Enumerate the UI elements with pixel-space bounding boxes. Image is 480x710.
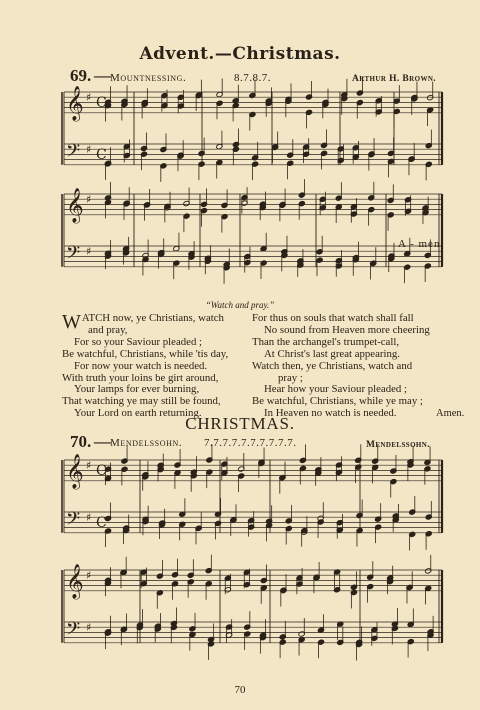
hymn-69-number: 69.	[70, 66, 92, 85]
hymn-69-dash: —	[94, 66, 111, 85]
hymn-69-verse-1	[62, 313, 228, 420]
page-header: Advent.—Christmas.	[139, 44, 341, 64]
dropcap: W	[62, 311, 81, 333]
svg-text:𝄞: 𝄞	[66, 564, 84, 599]
svg-text:𝄢: 𝄢	[66, 141, 81, 166]
svg-text:♯: ♯	[86, 511, 92, 524]
svg-text:𝄞: 𝄞	[66, 188, 84, 223]
verse-line: For now your watch is needed.	[74, 359, 208, 372]
hymn-70-title: CHRISTMAS.	[185, 414, 295, 433]
svg-text:♯: ♯	[86, 621, 92, 634]
verse-line: ATCH now, ye Christians, watch	[81, 312, 224, 324]
svg-text:C: C	[96, 147, 107, 163]
verse-line: With truth your loins be girt around,	[62, 371, 219, 384]
verse-line: Than the archangel's trumpet-call,	[252, 335, 400, 348]
svg-text:C: C	[96, 95, 107, 111]
svg-text:♯: ♯	[86, 569, 92, 582]
verse-line: Your lamps for ever burning,	[74, 383, 200, 396]
verse-line: Watch then, ye Christians, watch and	[252, 359, 413, 372]
svg-text:𝄢: 𝄢	[66, 619, 81, 644]
svg-text:𝄢: 𝄢	[66, 243, 81, 268]
hymn-69-meter: 8.7.8.7.	[234, 72, 271, 84]
hymn-69-amen-text: Amen.	[436, 408, 465, 419]
hymn-70-meter: 7.7.7.7.7.7.7.7.7.7.	[204, 437, 297, 449]
svg-text:♯: ♯	[86, 459, 92, 472]
verse-line: Your Lord on earth returning.	[74, 407, 202, 420]
hymn-70-composer: Mendelssohn.	[366, 440, 430, 450]
hymn-70-tune: Mendelssohn.	[110, 437, 183, 449]
verse-line: pray ;	[278, 371, 303, 384]
hymn-69-amen-music: A - men.	[398, 238, 445, 250]
hymn-69-caption: “Watch and pray.”	[205, 300, 275, 310]
verse-line: That watching ye may still be found,	[62, 395, 221, 408]
hymn-69-composer: Arthur H. Brown.	[352, 74, 437, 84]
svg-text:♯: ♯	[86, 143, 92, 156]
svg-text:C: C	[96, 463, 107, 479]
verse-line: Be watchful, Christians, while 'tis day,	[62, 347, 229, 360]
hymn-69-tune: Mountnessing.	[110, 72, 187, 84]
svg-text:𝄞: 𝄞	[66, 454, 84, 489]
verse-line: Be watchful, Christians, while ye may ;	[252, 395, 423, 408]
hymn-69-verse-2	[252, 313, 430, 420]
hymn-70-number: 70.	[70, 432, 92, 451]
svg-text:𝄞: 𝄞	[66, 86, 84, 121]
svg-text:♯: ♯	[86, 91, 92, 104]
verse-line: and pray,	[88, 323, 128, 336]
verse-line: No sound from Heaven more cheering	[264, 323, 430, 336]
verse-line: In Heaven no watch is needed.	[264, 407, 397, 420]
hymn-70-dash: —	[94, 432, 111, 451]
verse-line: For so your Saviour pleaded ;	[74, 335, 203, 348]
verse-line: For thus on souls that watch shall fall	[252, 312, 414, 324]
svg-text:♯: ♯	[86, 193, 92, 206]
page-number: 70	[234, 684, 246, 696]
svg-text:𝄢: 𝄢	[66, 509, 81, 534]
svg-text:♯: ♯	[86, 245, 92, 258]
svg-text:C: C	[96, 515, 107, 531]
verse-line: Hear how your Saviour pleaded ;	[264, 383, 408, 396]
verse-line: At Christ's last great appearing.	[264, 347, 400, 360]
